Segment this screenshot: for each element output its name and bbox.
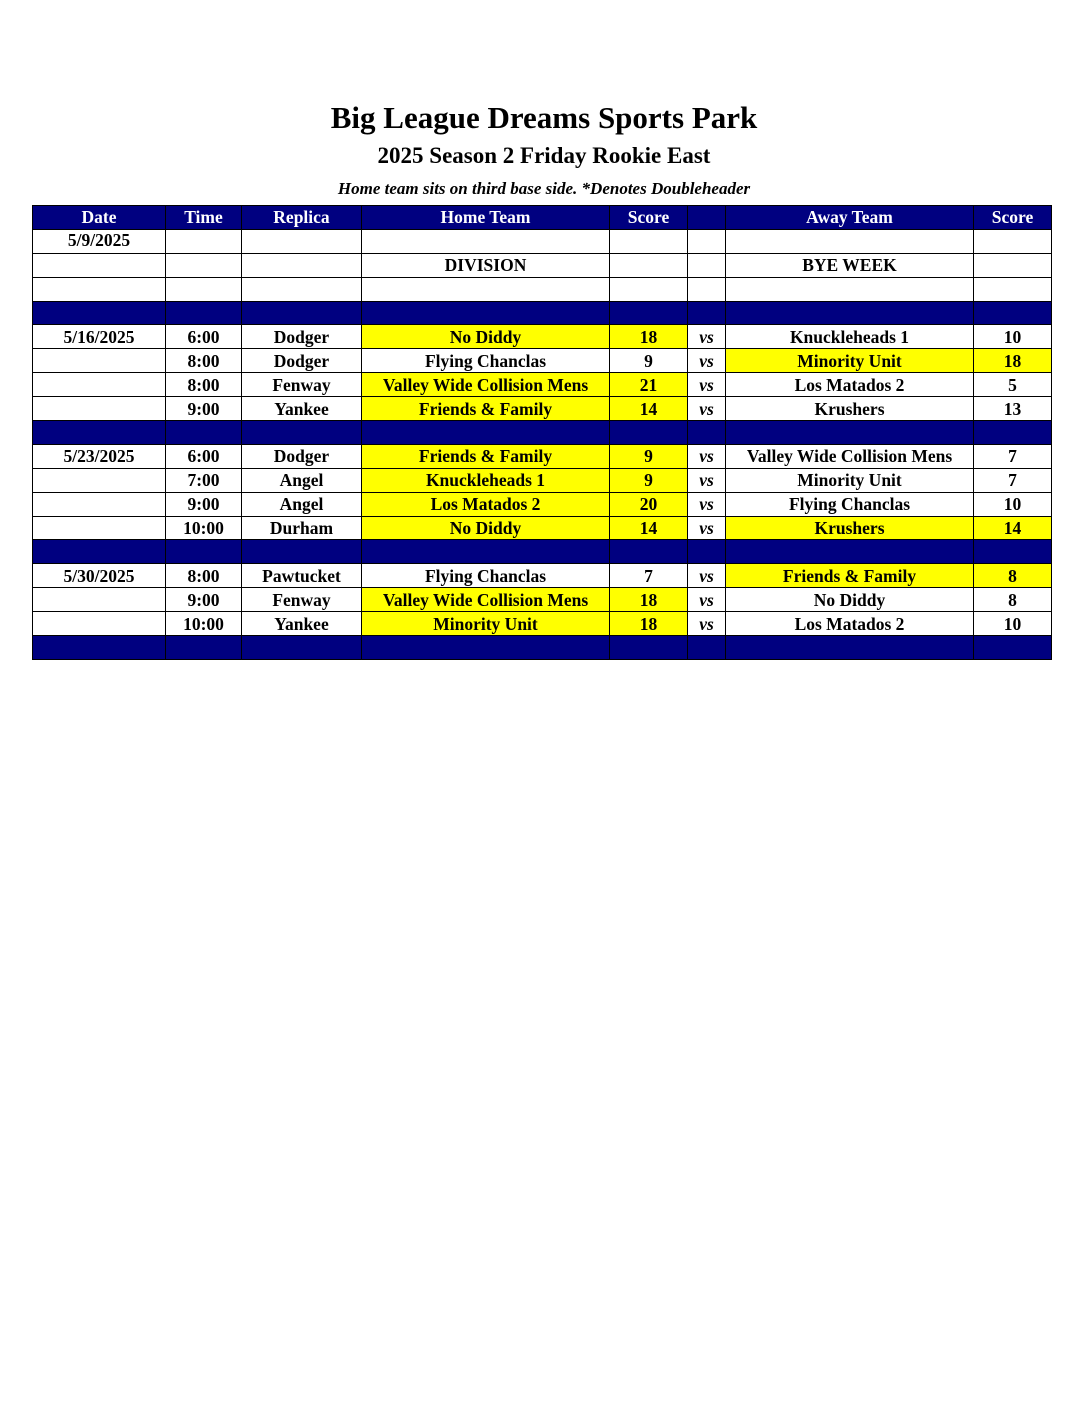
home-team-cell: Minority Unit xyxy=(362,612,610,636)
home-score-cell: 14 xyxy=(610,516,688,540)
date-cell: 5/30/2025 xyxy=(33,564,166,588)
vs-cell: vs xyxy=(688,516,726,540)
away-score-cell: 10 xyxy=(974,325,1052,349)
col-header-vs xyxy=(688,206,726,230)
away-score-cell: 7 xyxy=(974,444,1052,468)
replica-cell: Fenway xyxy=(242,588,362,612)
vs-cell: vs xyxy=(688,397,726,421)
col-header-time: Time xyxy=(166,206,242,230)
home-team-cell: Los Matados 2 xyxy=(362,492,610,516)
bye-week-label: BYE WEEK xyxy=(726,253,974,277)
away-score-cell: 13 xyxy=(974,397,1052,421)
time-cell: 10:00 xyxy=(166,516,242,540)
home-team-cell: Knuckleheads 1 xyxy=(362,468,610,492)
col-header-replica: Replica xyxy=(242,206,362,230)
table-row xyxy=(33,325,1052,349)
replica-cell: Dodger xyxy=(242,325,362,349)
home-score-cell: 9 xyxy=(610,349,688,373)
vs-cell: vs xyxy=(688,492,726,516)
table-row xyxy=(33,588,1052,612)
home-team-cell: Friends & Family xyxy=(362,444,610,468)
date-cell: 5/16/2025 xyxy=(33,325,166,349)
date-cell: 5/9/2025 xyxy=(33,229,166,253)
home-score-cell: 18 xyxy=(610,325,688,349)
page-subtitle: 2025 Season 2 Friday Rookie East xyxy=(377,143,711,168)
away-team-cell: Valley Wide Collision Mens xyxy=(726,444,974,468)
replica-cell: Angel xyxy=(242,492,362,516)
table-row xyxy=(33,229,1052,253)
time-cell: 6:00 xyxy=(166,325,242,349)
away-score-cell: 10 xyxy=(974,612,1052,636)
table-row xyxy=(33,492,1052,516)
home-score-cell: 21 xyxy=(610,373,688,397)
table-row xyxy=(33,349,1052,373)
replica-cell: Dodger xyxy=(242,349,362,373)
away-score-cell: 8 xyxy=(974,588,1052,612)
time-cell: 9:00 xyxy=(166,492,242,516)
replica-cell: Yankee xyxy=(242,612,362,636)
home-score-cell: 14 xyxy=(610,397,688,421)
time-cell: 9:00 xyxy=(166,397,242,421)
table-row xyxy=(33,253,1052,277)
away-score-cell: 18 xyxy=(974,349,1052,373)
vs-cell: vs xyxy=(688,588,726,612)
away-score-cell: 10 xyxy=(974,492,1052,516)
away-team-cell: Minority Unit xyxy=(726,468,974,492)
away-score-cell: 7 xyxy=(974,468,1052,492)
col-header-away-team: Away Team xyxy=(726,206,974,230)
away-team-cell: Los Matados 2 xyxy=(726,373,974,397)
separator-row xyxy=(33,540,1052,564)
vs-cell: vs xyxy=(688,612,726,636)
vs-cell: vs xyxy=(688,349,726,373)
away-team-cell: Krushers xyxy=(726,397,974,421)
home-score-cell: 9 xyxy=(610,444,688,468)
division-label: DIVISION xyxy=(362,253,610,277)
home-team-cell: Valley Wide Collision Mens xyxy=(362,373,610,397)
replica-cell: Pawtucket xyxy=(242,564,362,588)
table-row xyxy=(33,612,1052,636)
time-cell: 9:00 xyxy=(166,588,242,612)
time-cell: 10:00 xyxy=(166,612,242,636)
date-cell: 5/23/2025 xyxy=(33,444,166,468)
replica-cell: Angel xyxy=(242,468,362,492)
home-score-cell: 9 xyxy=(610,468,688,492)
header-note: Home team sits on third base side. *Denotes Doubleheader xyxy=(337,179,751,198)
separator-row xyxy=(33,301,1052,325)
home-score-cell: 18 xyxy=(610,588,688,612)
table-row xyxy=(33,444,1052,468)
home-team-cell: Flying Chanclas xyxy=(362,349,610,373)
vs-cell: vs xyxy=(688,373,726,397)
away-team-cell: Friends & Family xyxy=(726,564,974,588)
table-row xyxy=(33,468,1052,492)
away-score-cell: 5 xyxy=(974,373,1052,397)
separator-row xyxy=(33,421,1052,445)
col-header-home-score: Score xyxy=(610,206,688,230)
vs-cell: vs xyxy=(688,564,726,588)
vs-cell: vs xyxy=(688,325,726,349)
table-header-row xyxy=(33,206,1052,230)
home-score-cell: 7 xyxy=(610,564,688,588)
page-title: Big League Dreams Sports Park xyxy=(330,100,758,135)
table-row xyxy=(33,564,1052,588)
time-cell: 6:00 xyxy=(166,444,242,468)
col-header-away-score: Score xyxy=(974,206,1052,230)
col-header-date: Date xyxy=(33,206,166,230)
home-team-cell: Flying Chanclas xyxy=(362,564,610,588)
away-team-cell: No Diddy xyxy=(726,588,974,612)
away-team-cell: Los Matados 2 xyxy=(726,612,974,636)
home-score-cell: 18 xyxy=(610,612,688,636)
table-row xyxy=(33,516,1052,540)
replica-cell: Fenway xyxy=(242,373,362,397)
away-team-cell: Krushers xyxy=(726,516,974,540)
col-header-home-team: Home Team xyxy=(362,206,610,230)
table-row xyxy=(33,397,1052,421)
table-row xyxy=(33,373,1052,397)
home-team-cell: Valley Wide Collision Mens xyxy=(362,588,610,612)
home-team-cell: Friends & Family xyxy=(362,397,610,421)
vs-cell: vs xyxy=(688,444,726,468)
home-score-cell: 20 xyxy=(610,492,688,516)
replica-cell: Dodger xyxy=(242,444,362,468)
table-row xyxy=(33,277,1052,301)
away-score-cell: 8 xyxy=(974,564,1052,588)
home-team-cell: No Diddy xyxy=(362,516,610,540)
time-cell: 8:00 xyxy=(166,564,242,588)
away-team-cell: Knuckleheads 1 xyxy=(726,325,974,349)
away-team-cell: Minority Unit xyxy=(726,349,974,373)
replica-cell: Yankee xyxy=(242,397,362,421)
separator-row xyxy=(33,636,1052,660)
home-team-cell: No Diddy xyxy=(362,325,610,349)
vs-cell: vs xyxy=(688,468,726,492)
away-team-cell: Flying Chanclas xyxy=(726,492,974,516)
time-cell: 8:00 xyxy=(166,373,242,397)
replica-cell: Durham xyxy=(242,516,362,540)
time-cell: 8:00 xyxy=(166,349,242,373)
schedule-table xyxy=(32,205,1052,660)
time-cell: 7:00 xyxy=(166,468,242,492)
away-score-cell: 14 xyxy=(974,516,1052,540)
